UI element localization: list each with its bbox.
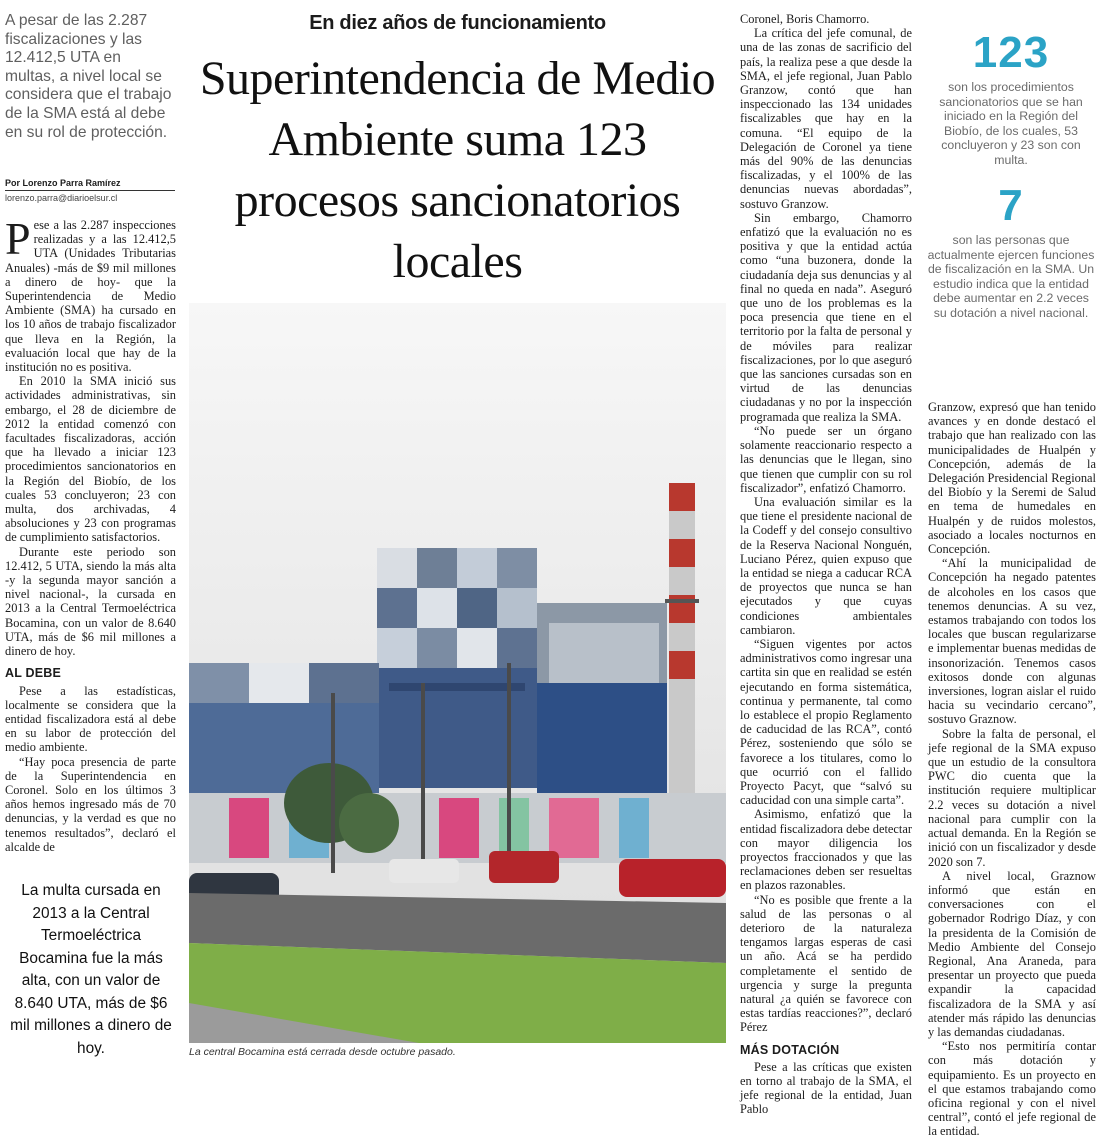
- paragraph: Pese a las críticas que existen en torno al trabajo de la SMA, el jefe regional de la entidad, Juan Pablo: [740, 1059, 912, 1117]
- byline-email: lorenzo.parra@diarioelsur.cl: [5, 193, 118, 203]
- stat-box-staff: [925, 183, 1097, 321]
- paragraph: “Hay poca presencia de parte de la Superintendencia en Coronel. Solo en los últimos 3 años hemos ingresado más de 70 denuncias, y la verdad es que no tenemos resultados”, declaró el alcalde de: [5, 754, 176, 854]
- stat-text: son los procedimientos sancionatorios que se han iniciado en la Región del Biobío, de los cuales, 53 concluyeron y 23 son con multa.: [939, 80, 1083, 167]
- paragraph: En 2010 la SMA inició sus actividades administrativas, sin embargo, el 28 de diciembre de 2012 la entidad comenzó con facultades fiscalizadoras, acción que ha llevado a iniciar 123 procedimientos sancionatorios en la Región del Biobío, de los cuales 53 concluyeron; 23 con multa, dos archivadas, 4 absoluciones y 23 con programas de cumplimiento satisfactorios.: [5, 374, 176, 545]
- paragraph: Sin embargo, Chamorro enfatizó que la evaluación no es positiva y que la entidad actúa como “una buzonera, donde la ciudadanía deja sus denuncias y al final no queda en nada”. Aseguró que uno de los problemas es la poca presencia que tiene en el territorio por la falta de personal y de móviles para realizar fiscalizaciones, por lo que aseguró que las sanciones cursadas son en virtud de las denuncias ciudadanas y no por la inspección programada que realiza la SMA.: [740, 210, 912, 424]
- power-plant-photo: [189, 303, 726, 1043]
- stat-box-procedures: [925, 30, 1097, 168]
- stat-text: son las personas que actualmente ejercen funciones de fiscalización en la SMA. Un estudio indica que la entidad debe aumentar en 2.2 veces su dotación a nivel nacional.: [927, 233, 1095, 320]
- stat-number: 7: [998, 181, 1024, 230]
- photo-caption: La central Bocamina está cerrada desde octubre pasado.: [189, 1046, 456, 1058]
- paragraph: Una evaluación similar es la que tiene el presidente nacional de la Codeff y del consejo consultivo de la Reserva Nacional Nonguén, Luciano Pérez, quien expuso que la entidad se niega a caducar RCA de proyectos que nunca se han ejecutados y que cuyas condiciones ambientales cambiaron.: [740, 494, 912, 637]
- byline-author: Por Lorenzo Parra Ramírez: [5, 178, 175, 191]
- lead-summary: A pesar de las 2.287 fiscalizaciones y las 12.412,5 UTA en multas, a nivel local se considera que el trabajo de la SMA está al debe en su rol de protección.: [5, 12, 172, 141]
- paragraph: Pese a las estadísticas, localmente se considera que la entidad fiscalizadora está al debe en su labor de protección del medio ambiente.: [5, 683, 176, 755]
- paragraph: “No puede ser un órgano solamente reaccionario respecto a las denuncias que le llegan, sino que tienen que cumplir con su rol fiscalizador”, enfatizó Chamorro.: [740, 423, 912, 495]
- paragraph: La crítica del jefe comunal, de una de las zonas de sacrificio del país, la realiza pese a que desde la SMA, el jefe regional, Juan Pablo Granzow, contó que han inspeccionado las 134 unidades fiscalizables que hay en la comuna. “El equipo de la Delegación de Coronel ya tiene más del 90% de las denuncias fiscalizadas, y el 100% de las denuncias nuevas abordadas”, sostuvo Granzow.: [740, 26, 912, 211]
- paragraph: Asimismo, enfatizó que la entidad fiscalizadora debe detectar con mayor diligencia los proyectos fraccionados y que las reclamaciones deben ser resueltas en plazos razonables.: [740, 807, 912, 893]
- paragraph: “Siguen vigentes por actos administrativos como ingresar una cartita sin que en realidad se estén ejecutando en forma sistemática, continua y permanente, tal como lo establece el propio Reglamento de caducidad de las RCA”, contó Pérez, sosteniendo que sólo se favorece a los titulares, como lo que ocurrió con el fallido Proyecto Pacyt, que “salvó su caducidad con una simple carta”.: [740, 636, 912, 808]
- paragraph: “Ahí la municipalidad de Concepción ha negado patentes de alcoholes en los casos que tenemos denuncias. A su vez, estamos trabajando con todos los locales que buscan regularizarse e implementar buenas medidas de insonorización. Tenemos casos exitosos donde con algunas inversiones, logran aislar el ruido hacia su vecindario cercano”, sostuvo Graznow.: [928, 556, 1096, 727]
- pull-quote: La multa cursada en 2013 a la Central Termoeléctrica Bocamina fue la más alta, con un valor de 8.640 UTA, más de $6 mil millones a dinero de hoy.: [10, 882, 172, 1057]
- kicker: En diez años de funcionamiento: [309, 12, 606, 34]
- headline: Superintendencia de Medio Ambiente suma 123 procesos sancionatorios locales: [199, 52, 716, 288]
- byline: [5, 178, 175, 203]
- article-column-3: [740, 12, 912, 1117]
- paragraph: Pese a las 2.287 inspecciones realizadas y a las 12.412,5 UTA (Unidades Tributarias Anuales) -más de $9 mil millones a dinero de hoy- que la Superintendencia de Medio Ambiente (SMA) ha cursado en los 10 años de trabajo fiscalizador que lleva en la Región, la evaluación local que hay de la institución no es positiva.: [5, 213, 176, 375]
- article-column-4: [928, 400, 1096, 1139]
- paragraph: A nivel local, Graznow informó que están en conversaciones con el gobernador Rodrigo Díaz, y con la presidenta de la Comisión de Medio Ambiente del Consejo Regional, Ana Araneda, para presentar un proyecto que pueda expandir la capacidad fiscalizadora de la SMA y así atender más rápido las denuncias y las demandas ciudadanas.: [928, 868, 1096, 1039]
- paragraph: Durante este periodo son 12.412, 5 UTA, siendo la más alta -y la segunda mayor sanción a nivel nacional-, la cursada en 2013 a la Central Termoeléctrica Bocamina, con un valor de 8.640 UTA, más de $6 mil millones a dinero de hoy.: [5, 544, 176, 659]
- paragraph: “Esto nos permitiría contar con más dotación y equipamiento. Es un proyecto en el que estamos trabajando como oficina regional y con el nivel central”, contó el jefe regional de la entidad.: [928, 1039, 1096, 1139]
- stat-number: 123: [972, 28, 1050, 77]
- drop-cap: P: [5, 213, 31, 264]
- paragraph: “No es posible que frente a la salud de las personas o al deterioro de la naturaleza tengamos largas esperas de casi un año. Acá se ha perdido completamente el sentido de urgencia y surge la pregunta natural ¿a quién se favorece con estas tardías reacciones?”, declaró Pérez: [740, 892, 912, 1035]
- paragraph: Coronel, Boris Chamorro.: [740, 12, 870, 26]
- subheading-mas-dotacion: MÁS DOTACIÓN: [740, 1042, 840, 1057]
- article-column-1: [5, 213, 176, 854]
- paragraph: Sobre la falta de personal, el jefe regional de la SMA expuso que un estudio de la consultora PWC dio cuenta que la institución requiere multiplicar 2.2 veces su dotación a nivel nacional para cumplir con la actual demanda. En la Región se inició con un fiscalizador y desde 2020 son 7.: [928, 726, 1096, 869]
- subheading-al-debe: AL DEBE: [5, 666, 62, 681]
- paragraph: Granzow, expresó que han tenido avances y en donde destacó el trabajo que han realizado con las municipalidades de Hualpén y Concepción, además de la Delegación Presidencial Regional del Biobío y la Seremi de Salud en tema de humedales en Hualpén y de ruidos molestos, asociado a locales nocturnos en Concepción.: [928, 400, 1096, 557]
